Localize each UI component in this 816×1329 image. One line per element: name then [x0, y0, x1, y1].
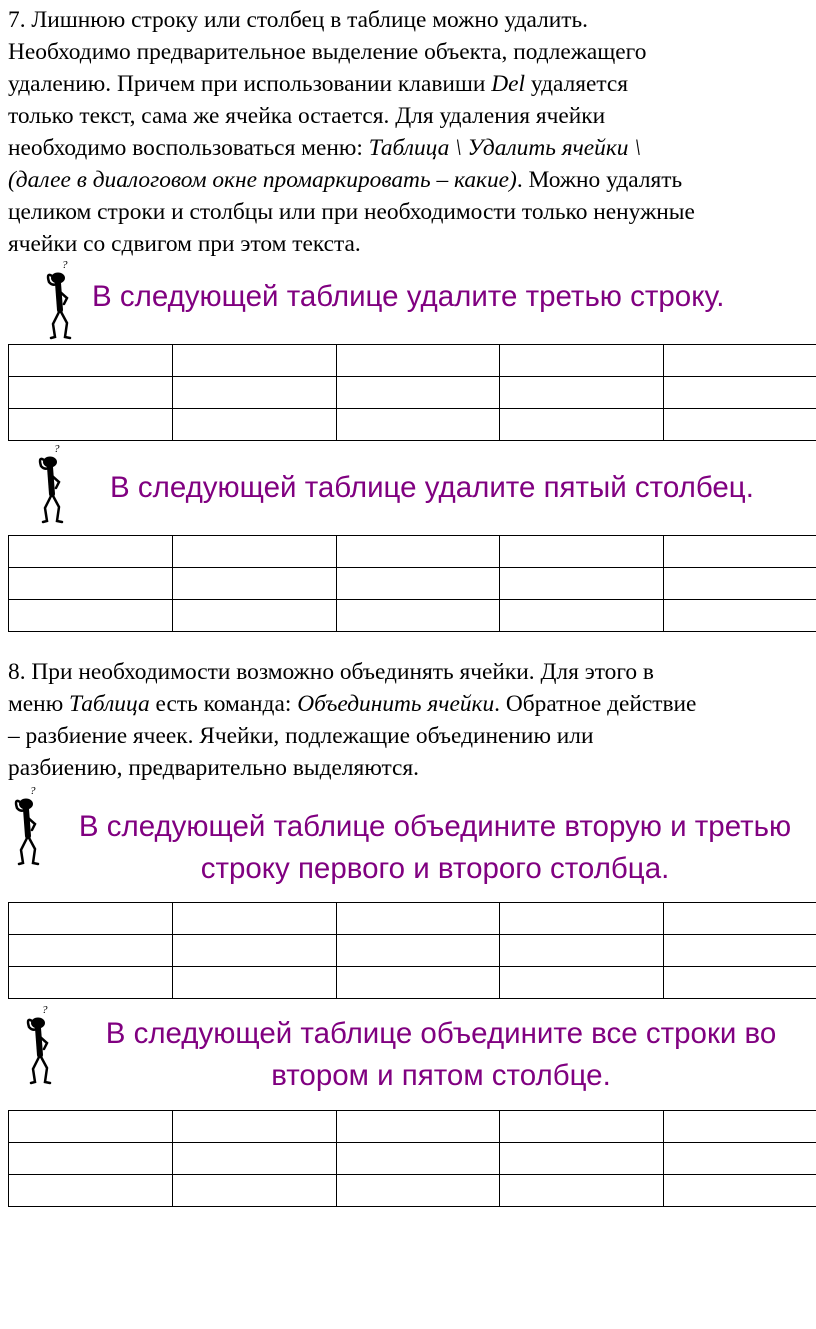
table-cell[interactable] — [172, 600, 336, 632]
table-cell[interactable] — [9, 600, 173, 632]
table-cell[interactable] — [172, 536, 336, 568]
paragraph-line — [8, 36, 814, 68]
table-cell[interactable] — [664, 1111, 816, 1143]
table-cell[interactable] — [500, 1111, 664, 1143]
question-mark: ? — [42, 1004, 48, 1016]
table-cell[interactable] — [664, 903, 816, 935]
table-cell[interactable] — [664, 377, 816, 409]
table-row — [9, 409, 816, 441]
table-row — [9, 967, 816, 999]
text-run: 8. При необходимости возможно объединять ячейки. Для этого в — [8, 659, 654, 685]
table-cell[interactable] — [9, 1111, 173, 1143]
section-8-paragraph — [8, 656, 814, 784]
table-cell[interactable] — [336, 903, 500, 935]
text-run: разбиению, предварительно выделяются. — [8, 755, 419, 781]
paragraph-line — [8, 196, 814, 228]
table-row — [9, 568, 816, 600]
table-cell[interactable] — [336, 1175, 500, 1207]
table-row — [9, 935, 816, 967]
table-cell[interactable] — [336, 377, 500, 409]
table-cell[interactable] — [336, 568, 500, 600]
table-cell[interactable] — [9, 536, 173, 568]
text-run: – разбиение ячеек. Ячейки, подлежащие объединению или — [8, 723, 594, 749]
table-cell[interactable] — [172, 345, 336, 377]
text-run: удалению. Причем при использовании клавиши — [8, 71, 492, 97]
task-line: В следующей таблице удалите третью строку. — [92, 280, 725, 313]
text-run: необходимо воспользоваться меню: — [8, 135, 369, 161]
question-mark: ? — [54, 443, 60, 455]
task-line: В следующей таблице объедините вторую и третью — [78, 810, 792, 843]
table-cell[interactable] — [9, 409, 173, 441]
italic-text: Таблица \ Удалить ячейки \ — [368, 135, 641, 161]
table-cell[interactable] — [172, 1143, 336, 1175]
task-2-text — [110, 467, 810, 509]
thinker-icon — [36, 258, 82, 345]
text-run: удаляется — [525, 71, 629, 97]
italic-text: Объединить ячейки — [297, 691, 495, 717]
table-cell[interactable] — [500, 1175, 664, 1207]
thinker-icon — [16, 1003, 62, 1090]
table-cell[interactable] — [664, 345, 816, 377]
table-cell[interactable] — [336, 1111, 500, 1143]
table-cell[interactable] — [336, 600, 500, 632]
table-cell[interactable] — [172, 967, 336, 999]
table-row — [9, 600, 816, 632]
table-cell[interactable] — [500, 345, 664, 377]
table-cell[interactable] — [336, 935, 500, 967]
text-run: только текст, сама же ячейка остается. Для удаления ячейки — [8, 103, 606, 129]
table-cell[interactable] — [664, 1175, 816, 1207]
text-run: . Можно удалять — [516, 167, 683, 193]
table-cell[interactable] — [9, 1175, 173, 1207]
text-run: меню — [8, 691, 70, 717]
table-cell[interactable] — [336, 345, 500, 377]
paragraph-line — [8, 688, 814, 720]
table-cell[interactable] — [500, 600, 664, 632]
table-cell[interactable] — [664, 536, 816, 568]
table-cell[interactable] — [9, 345, 173, 377]
thinker-icon — [4, 784, 50, 871]
table-cell[interactable] — [9, 568, 173, 600]
table-cell[interactable] — [500, 903, 664, 935]
table-row — [9, 377, 816, 409]
text-run: есть команда: — [149, 691, 298, 717]
table-cell[interactable] — [500, 409, 664, 441]
table-cell[interactable] — [664, 935, 816, 967]
table-cell[interactable] — [664, 1143, 816, 1175]
paragraph-line — [8, 4, 814, 36]
task-1-text — [92, 276, 812, 318]
italic-text: (далее в диалоговом окне промаркировать – какие) — [8, 167, 517, 193]
table-cell[interactable] — [500, 568, 664, 600]
paragraph-line — [8, 228, 814, 260]
table-cell[interactable] — [172, 1111, 336, 1143]
paragraph-line — [8, 656, 814, 688]
table-row — [9, 903, 816, 935]
table-row — [9, 1143, 816, 1175]
text-run: . Обратное действие — [494, 691, 697, 717]
paragraph-line — [8, 68, 814, 100]
table-cell[interactable] — [336, 536, 500, 568]
text-run: 7. Лишнюю строку или столбец в таблице можно удалить. — [8, 7, 589, 33]
table-cell[interactable] — [500, 1143, 664, 1175]
task-line: строку первого и второго столбца. — [200, 852, 670, 885]
paragraph-line — [8, 752, 814, 784]
table-1 — [8, 344, 816, 441]
paragraph-line — [8, 100, 814, 132]
table-cell[interactable] — [500, 935, 664, 967]
task-3-text — [50, 806, 816, 890]
question-mark: ? — [30, 785, 36, 797]
table-cell[interactable] — [500, 967, 664, 999]
table-cell[interactable] — [9, 903, 173, 935]
table-cell[interactable] — [172, 903, 336, 935]
text-run: ячейки со сдвигом при этом текста. — [8, 231, 361, 257]
task-line: В следующей таблице удалите пятый столбец. — [110, 471, 754, 504]
table-cell[interactable] — [664, 600, 816, 632]
table-cell[interactable] — [9, 935, 173, 967]
table-row — [9, 536, 816, 568]
table-cell[interactable] — [500, 536, 664, 568]
table-cell[interactable] — [172, 568, 336, 600]
table-3 — [8, 902, 816, 999]
italic-text: Del — [491, 71, 526, 97]
table-cell[interactable] — [664, 409, 816, 441]
table-cell[interactable] — [336, 1143, 500, 1175]
table-cell[interactable] — [336, 967, 500, 999]
table-cell[interactable] — [9, 1143, 173, 1175]
text-run: целиком строки и столбцы или при необходимости только ненужные — [8, 199, 695, 225]
table-row — [9, 1175, 816, 1207]
table-cell[interactable] — [664, 568, 816, 600]
task-4-text — [74, 1013, 808, 1097]
table-cell[interactable] — [172, 377, 336, 409]
table-2 — [8, 535, 816, 632]
table-cell[interactable] — [664, 967, 816, 999]
text-run: Необходимо предварительное выделение объекта, подлежащего — [8, 39, 647, 65]
table-cell[interactable] — [172, 1175, 336, 1207]
table-row — [9, 345, 816, 377]
paragraph-line — [8, 132, 814, 164]
table-cell[interactable] — [172, 935, 336, 967]
thinker-icon — [28, 442, 74, 529]
italic-text: Таблица — [69, 691, 150, 717]
task-line: втором и пятом столбце. — [271, 1059, 611, 1092]
table-cell[interactable] — [336, 409, 500, 441]
table-cell[interactable] — [500, 377, 664, 409]
table-cell[interactable] — [9, 377, 173, 409]
table-cell[interactable] — [172, 409, 336, 441]
table-cell[interactable] — [9, 967, 173, 999]
section-7-paragraph — [8, 4, 814, 260]
table-row — [9, 1111, 816, 1143]
question-mark: ? — [62, 259, 68, 271]
task-line: В следующей таблице объедините все строки во — [105, 1017, 777, 1050]
paragraph-line — [8, 720, 814, 752]
paragraph-line — [8, 164, 814, 196]
table-4 — [8, 1110, 816, 1207]
